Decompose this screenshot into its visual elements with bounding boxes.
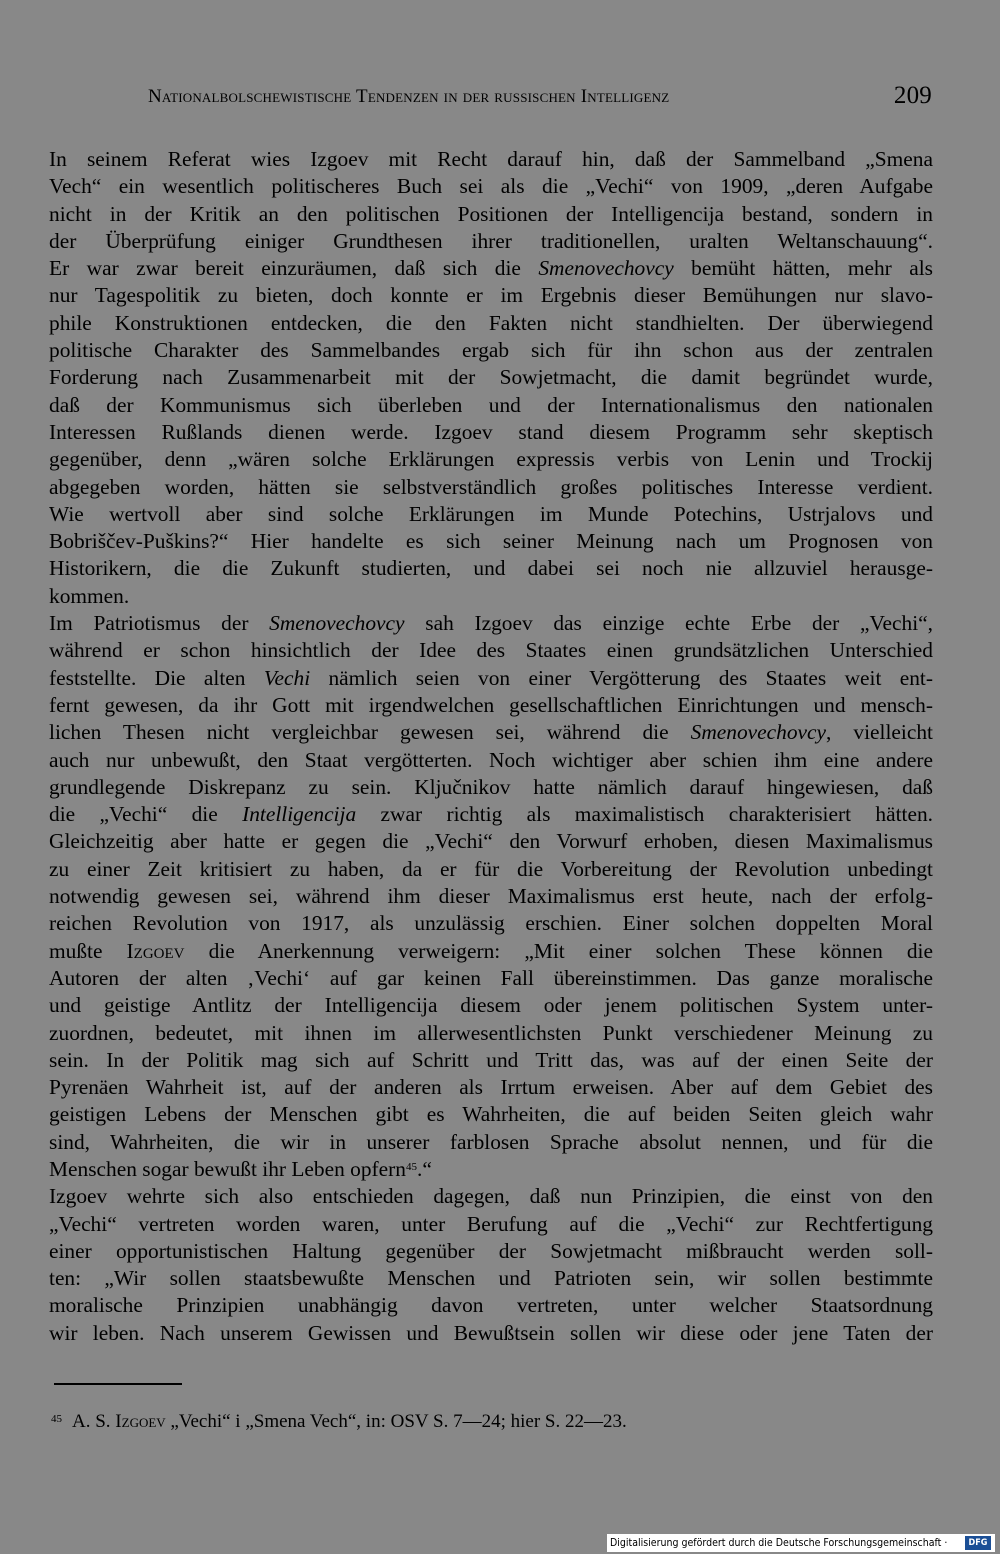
text-line: Vech“ ein wesentlich politischeres Buch sei als die „Vechi“ von 1909, „deren Aufgabe <box>49 174 933 199</box>
running-title: Nationalbolschewistische Tendenzen in der russischen Intelligenz <box>148 86 670 107</box>
footnote-reference[interactable]: 45 <box>406 1160 417 1173</box>
footnote-number: 45 <box>51 1413 62 1425</box>
text-line: wir leben. Nach unserem Gewissen und Bewußtsein sollen wir diese oder jene Taten der <box>49 1320 933 1345</box>
text-line: die „Vechi“ die Intelligencija zwar richtig als maximalistisch charakterisiert hätten. <box>49 802 934 827</box>
text-line: In seinem Referat wies Izgoev mit Recht darauf hin, daß der Sammelband „Smena <box>49 147 933 171</box>
dfg-logo-icon[interactable]: DFG <box>965 1536 991 1550</box>
text-line: daß der Kommunismus sich überleben und der Internationalismus den nationalen <box>49 392 933 417</box>
paragraph <box>49 1183 933 1347</box>
text-line: nur Tagespolitik zu bieten, doch konnte er im Ergebnis dieser Bemühungen nur slavo- <box>49 283 933 308</box>
text-line: Pyrenäen Wahrheit ist, auf der anderen als Irrtum erweisen. Aber auf dem Gebiet des <box>49 1075 933 1100</box>
text-line: Wie wertvoll aber sind solche Erklärungen im Munde Potechins, Ustrjalovs und <box>49 501 933 526</box>
running-header <box>148 82 938 116</box>
text-line: zu einer Zeit kritisiert zu haben, da er für die Vorbereitung der Revolution unbedingt <box>49 856 933 881</box>
text-line: notwendig gewesen sei, während ihm dieser Maximalismus erst heute, nach der erfolg- <box>49 884 933 909</box>
text-line: einer opportunistischen Haltung gegenüber der Sowjetmacht mißbraucht werden soll- <box>49 1238 933 1263</box>
text-line: moralische Prinzipien unabhängig davon vertreten, unter welcher Staatsordnung <box>49 1293 933 1318</box>
credit-text: Digitalisierung gefördert durch die Deutsche Forschungsgemeinschaft · <box>610 1537 948 1549</box>
paragraph <box>49 146 933 610</box>
text-line: nicht in der Kritik an den politischen Positionen der Intelligencija bestand, sondern in <box>49 201 933 226</box>
text-line: ten: „Wir sollen staatsbewußte Menschen und Patrioten sein, wir sollen bestimmte <box>49 1266 933 1291</box>
text-line: zuordnen, bedeutet, mit ihnen im allerwesentlichsten Punkt verschiedener Meinung zu <box>49 1020 933 1045</box>
text-line: Autoren der alten ‚Vechi‘ auf gar keinen Fall übereinstimmen. Das ganze moralische <box>49 965 933 990</box>
footnote <box>51 1411 935 1433</box>
text-line: gegenüber, denn „wären solche Erklärungen expressis verbis von Lenin und Trockij <box>49 447 933 472</box>
text-line: der Überprüfung einiger Grundthesen ihrer traditionellen, uralten Weltanschauung“. <box>49 228 933 253</box>
text-line: politische Charakter des Sammelbandes ergab sich für ihn schon aus der zentralen <box>49 338 933 363</box>
text-line: mußte Izgoev die Anerkennung verweigern: „Mit einer solchen These können die <box>49 938 933 963</box>
text-line: Er war zwar bereit einzuräumen, daß sich die Smenovechovcy bemüht hätten, mehr als <box>49 256 933 281</box>
text-line-with-footnote <box>49 1156 933 1183</box>
text-line: reichen Revolution von 1917, als unzulässig erschien. Einer solchen doppelten Moral <box>49 911 933 936</box>
body-text <box>49 146 933 1347</box>
text-line: abgegeben worden, hätten sie selbstverständlich großes politisches Interesse verdient. <box>49 474 933 499</box>
text-line: auch nur unbewußt, den Staat vergötterten. Noch wichtiger aber schien ihm eine andere <box>49 747 933 772</box>
text-line: lichen Thesen nicht vergleichbar gewesen sei, während die Smenovechovcy, vielleicht <box>49 720 933 745</box>
text-line: Menschen sogar bewußt ihr Leben opfern <box>49 1156 406 1181</box>
quote-close: .“ <box>417 1156 432 1181</box>
text-line: sein. In der Politik mag sich auf Schritt und Tritt das, was auf der einen Seite der <box>49 1047 933 1072</box>
text-line: fernt gewesen, da ihr Gott mit irgendwelchen gesellschaftlichen Einrichtungen und mensch- <box>49 692 933 717</box>
paragraph <box>49 610 933 1183</box>
text-line: Interessen Rußlands dienen werde. Izgoev stand diesem Programm sehr skeptisch <box>49 419 933 444</box>
text-line: Bobriščev-Puškins?“ Hier handelte es sich seiner Meinung nach um Prognosen von <box>49 529 933 554</box>
text-line: Im Patriotismus der Smenovechovcy sah Izgoev das einzige echte Erbe der „Vechi“, <box>49 611 933 636</box>
text-line: kommen. <box>49 583 130 608</box>
text-line: feststellte. Die alten Vechi nämlich seien von einer Vergötterung des Staates weit ent- <box>49 665 933 690</box>
text-line: geistigen Lebens der Menschen gibt es Wahrheiten, die auf beiden Seiten gleich wahr <box>49 1102 933 1127</box>
text-line: während er schon hinsichtlich der Idee des Staates einen grundsätzlichen Unterschied <box>49 638 933 663</box>
text-line: grundlegende Diskrepanz zu sein. Ključnikov hatte nämlich darauf hingewiesen, daß <box>49 774 933 799</box>
text-line: Izgoev wehrte sich also entschieden dagegen, daß nun Prinzipien, die einst von den <box>49 1184 933 1209</box>
text-line: Historikern, die die Zukunft studierten, und dabei sei noch nie allzuviel herausge- <box>49 556 933 581</box>
page-number: 209 <box>893 82 932 109</box>
text-line: Gleichzeitig aber hatte er gegen die „Vechi“ den Vorwurf erhoben, diesen Maximalismus <box>49 829 933 854</box>
text-line: phile Konstruktionen entdecken, die den Fakten nicht standhielten. Der überwiegend <box>49 310 933 335</box>
digitization-credit <box>607 1534 995 1552</box>
text-line: und geistige Antlitz der Intelligencija diesem oder jenem politischen System unter- <box>49 993 933 1018</box>
footnote-divider <box>54 1383 182 1385</box>
footnote-text: A. S. Izgoev „Vechi“ i „Smena Vech“, in: OSV S. 7—24; hier S. 22—23. <box>72 1411 627 1432</box>
text-line: Forderung nach Zusammenarbeit mit der Sowjetmacht, die damit begründet wurde, <box>49 365 933 390</box>
text-line: „Vechi“ vertreten worden waren, unter Berufung auf die „Vechi“ zur Rechtfertigung <box>49 1211 933 1236</box>
text-line: sind, Wahrheiten, die wir in unserer farblosen Sprache absolut nennen, und für die <box>49 1129 933 1154</box>
